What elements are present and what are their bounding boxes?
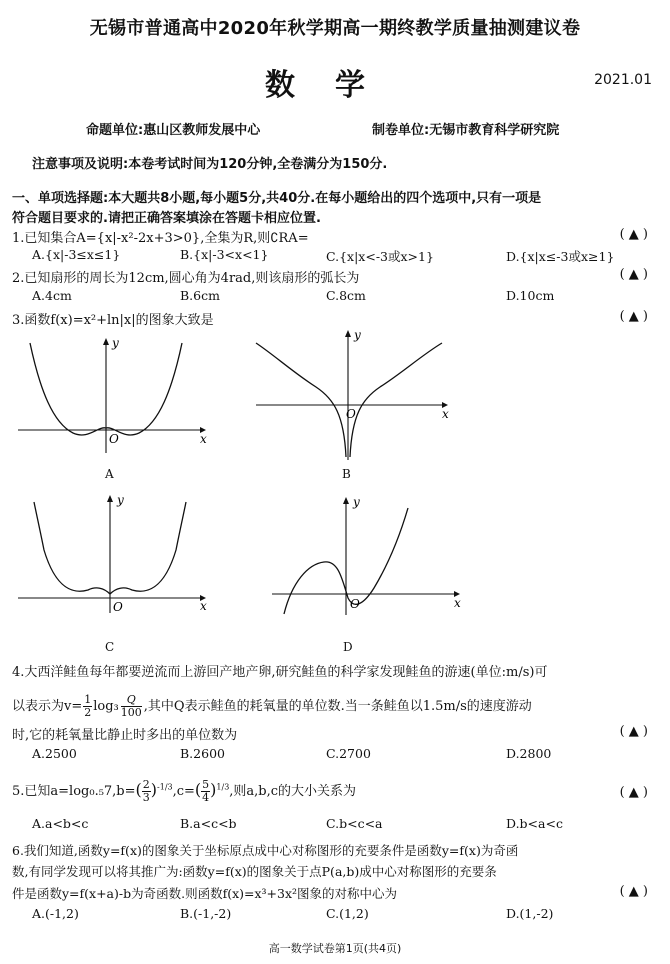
fraction-q-numerator: Q [121,694,142,707]
y-axis-arrow [343,497,349,504]
question-5-option-c: C.b<c<a [326,816,383,831]
printing-unit: 制卷单位:无锡市教育科学研究院 [372,123,560,138]
question-6-option-a: A.(-1,2) [32,906,79,921]
curve-right [110,502,186,594]
question-6-option-c: C.(1,2) [326,906,369,921]
curve-right [350,343,442,457]
y-axis-label: y [112,336,119,350]
y-axis-arrow [345,330,351,337]
fraction-c-denominator: 4 [202,791,210,804]
question-2-answer-blank: ( ▲ ) [619,267,648,282]
exam-title: 无锡市普通高中2020年秋学期高一期终教学质量抽测建议卷 [89,18,581,39]
question-6-option-b: B.(-1,-2) [180,906,232,921]
exam-date: 2021.01 [594,72,652,88]
question-1-option-d: D.{x|x≤-3或x≥1} [506,249,615,264]
question-2-option-b: B.6cm [180,288,220,303]
question-4-stem-line3: 时,它的耗氧量比静止时多出的单位数为 [12,728,238,743]
q5-suffix: ,则a,b,c的大小关系为 [229,784,357,799]
graph-a-label: A [105,467,114,481]
question-5-answer-blank: ( ▲ ) [619,785,648,800]
fraction-b-numerator: 2 [142,778,150,791]
question-2-stem: 2.已知扇形的周长为12cm,圆心角为4rad,则该扇形的弧长为 [12,271,360,286]
question-4-option-d: D.2800 [506,746,552,761]
b-exponent: -1/3 [157,782,173,792]
question-2-option-c: C.8cm [326,288,366,303]
x-axis-label: x [200,599,207,613]
subject-title: 数学 [265,68,405,103]
question-1-option-c: C.{x|x<-3或x>1} [326,249,434,264]
question-3-stem: 3.函数f(x)=x²+ln|x|的图象大致是 [12,313,214,328]
authoring-unit: 命题单位:惠山区教师发展中心 [86,123,261,138]
x-axis-label: x [454,596,461,610]
graph-d-label: D [343,640,353,654]
graph-option-a [14,335,214,455]
question-4-option-a: A.2500 [32,746,77,761]
page-footer: 高一数学试卷第1页(共4页) [268,942,402,955]
origin-label: O [109,432,119,446]
question-4-stem-line1: 4.大西洋鲑鱼每年都要逆流而上游回产地产卵,研究鲑鱼的科学家发现鲑鱼的游速(单位:m/s)可 [12,665,548,680]
curve-left [34,502,110,594]
question-2-option-a: A.4cm [32,288,72,303]
question-5-option-b: B.a<c<b [180,816,237,831]
question-1-answer-blank: ( ▲ ) [619,227,648,242]
question-5-option-a: A.a<b<c [32,816,89,831]
question-1-option-b: B.{x|-3<x<1} [180,247,269,262]
x-axis-label: x [442,407,449,421]
curve-right [106,343,182,435]
question-5-stem: 5.已知a=log₀.₅7,b=( $\frac{2}{3}$ )$^{-1/3}$,c=( $\frac{5}{4}$ )$^{1/3}$,则a,b,c的大小关系为 [12,778,357,804]
fraction-q-denominator: 100 [120,706,142,719]
question-6-stem-line1: 6.我们知道,函数y=f(x)的图象关于坐标原点成中心对称图形的充要条件是函数y=f(x)为奇函 [12,843,519,858]
log-base: log₃ [93,699,119,714]
x-axis-label: x [200,432,207,446]
question-6-stem-line2: 数,有同学发现可以将其推广为:函数y=f(x)的图象关于点P(a,b)成中心对称图形的充要条 [12,864,497,879]
graph-option-d [268,492,468,617]
curve-left [256,343,346,457]
question-4-option-c: C.2700 [326,746,371,761]
y-axis-label: y [353,495,360,509]
formula-suffix: ,其中Q表示鲑鱼的耗氧量的单位数.当一条鲑鱼以1.5m/s的速度游动 [143,699,532,714]
question-6-answer-blank: ( ▲ ) [619,884,648,899]
fraction-c [201,779,210,804]
graph-option-c [14,490,214,615]
question-6-option-d: D.(1,-2) [506,906,554,921]
origin-label: O [350,597,360,611]
question-4-stem-line2 [12,694,532,719]
question-1-stem: 1.已知集合A={x|-x²-2x+3>0},全集为R,则∁RA= [12,231,309,246]
question-4-answer-blank: ( ▲ ) [619,724,648,739]
question-4-option-b: B.2600 [180,746,225,761]
formula-prefix: 以表示为v= [12,699,83,714]
question-2-option-d: D.10cm [506,288,555,303]
fraction-c-numerator: 5 [202,778,210,791]
fraction-half-numerator: 1 [84,693,92,706]
question-1-option-a: A.{x|-3≤x≤1} [32,247,121,262]
c-exponent: 1/3 [216,782,230,792]
graph-c-label: C [105,640,115,654]
fraction-q [121,694,142,719]
question-3-answer-blank: ( ▲ ) [619,309,648,324]
fraction-b [142,779,151,804]
y-axis-arrow [103,338,109,345]
curve-left [30,343,106,435]
origin-label: O [346,407,356,421]
q5-c-label: ,c= [172,784,195,799]
section-heading-line1: 一、单项选择题:本大题共8小题,每小题5分,共40分.在每小题给出的四个选项中,只有一项是 [12,191,542,206]
question-5-option-d: D.b<a<c [506,816,563,831]
section-heading-line2: 符合题目要求的.请把正确答案填涂在答题卡相应位置. [12,211,321,226]
y-axis-arrow [107,495,113,502]
y-axis-label: y [354,328,361,342]
graph-b-label: B [342,467,351,481]
exam-notice: 注意事项及说明:本卷考试时间为120分钟,全卷满分为150分. [32,157,388,172]
fraction-b-denominator: 3 [142,791,150,804]
fraction-half [83,694,92,719]
q5-prefix: 5.已知a=log₀.₅7,b= [12,784,136,799]
fraction-half-denominator: 2 [84,706,92,719]
y-axis-label: y [117,493,124,507]
graph-option-b [252,325,457,465]
origin-label: O [113,600,123,614]
question-6-stem-line3: 件是函数y=f(x+a)-b为奇函数.则函数f(x)=x³+3x²图象的对称中心为 [12,886,398,901]
